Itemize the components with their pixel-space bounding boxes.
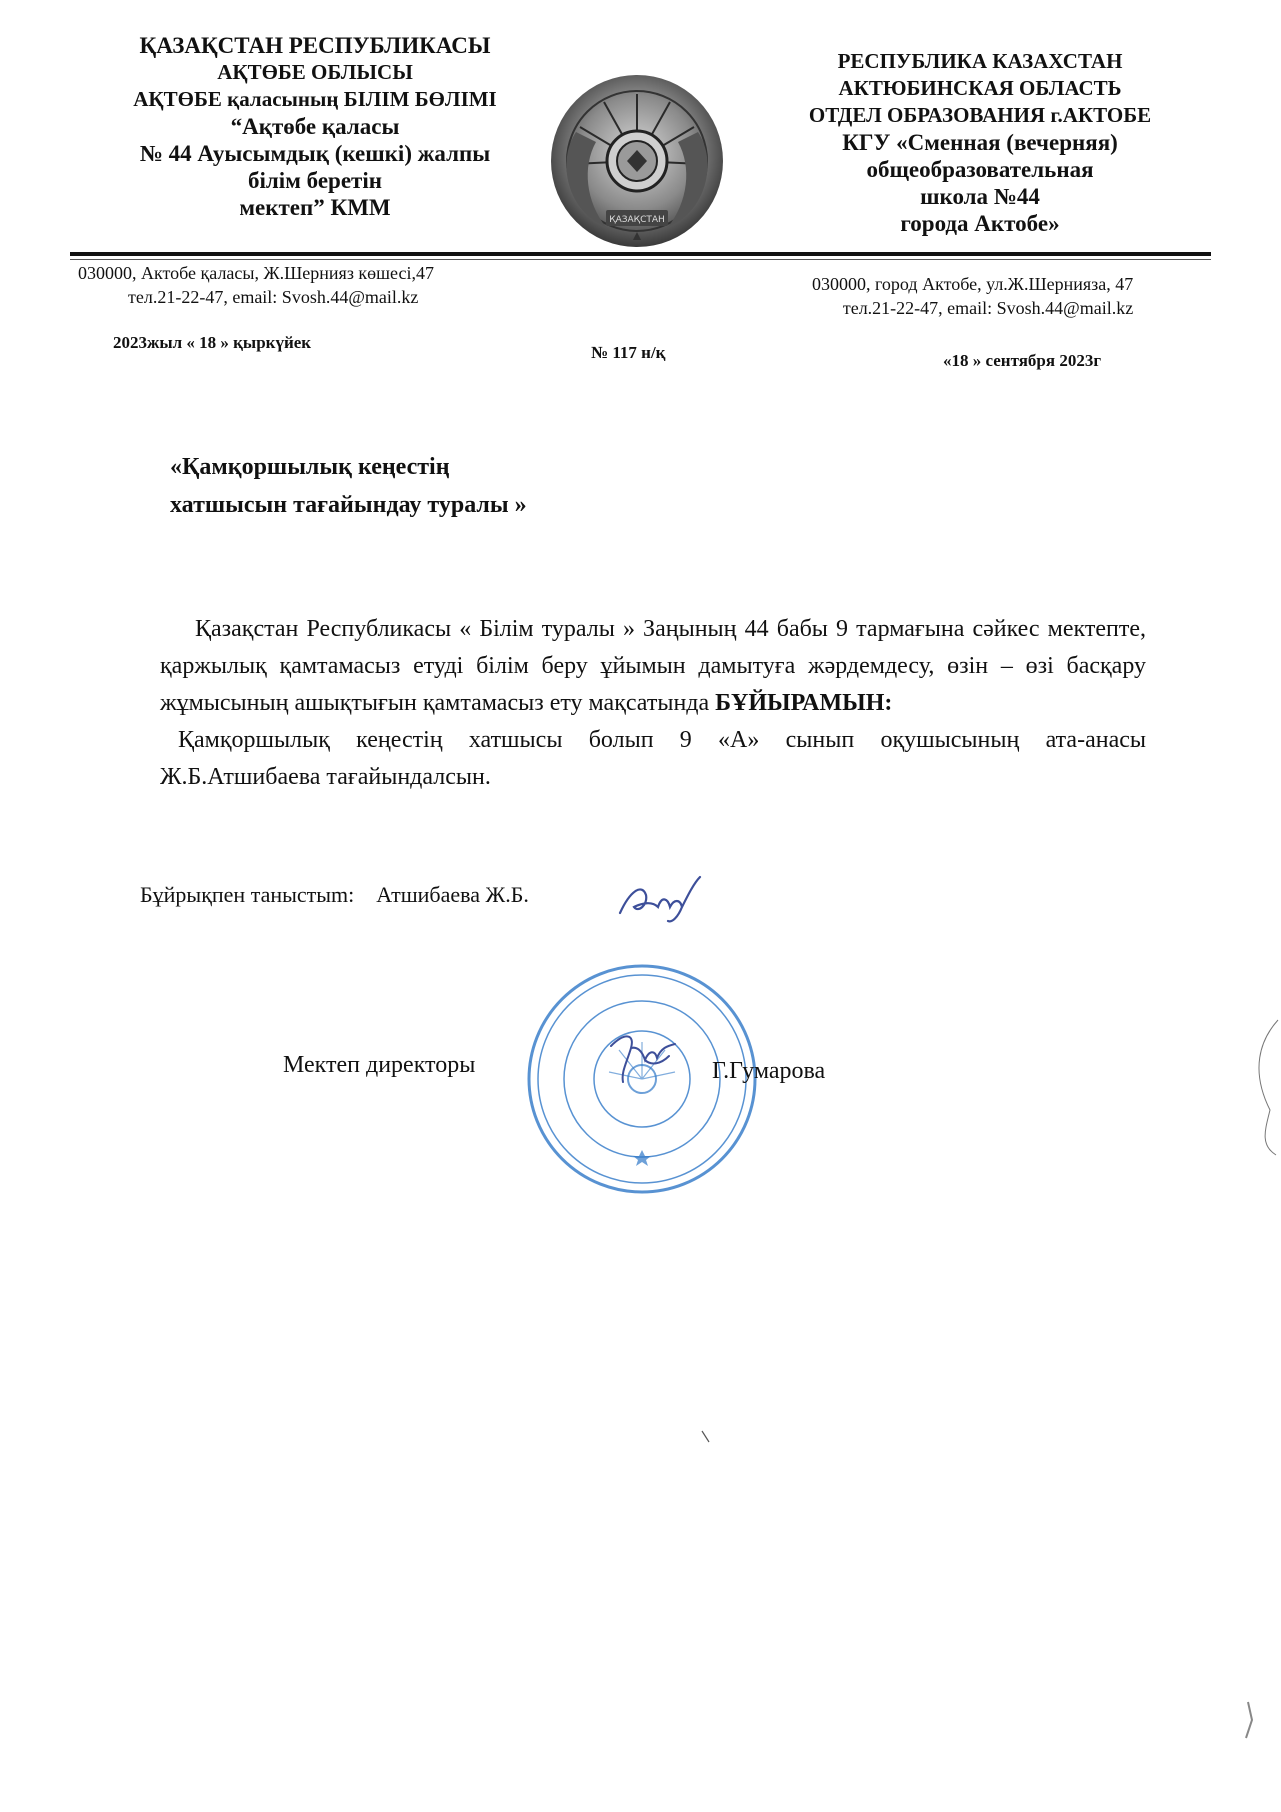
address-kz-line2: тел.21-22-47, email: Svosh.44@mail.kz	[128, 287, 419, 307]
scan-artifact-icon	[1230, 1010, 1280, 1160]
order-command: БҰЙЫРАМЫН:	[715, 690, 893, 716]
header-kz-line1: ҚАЗАҚСТАН РЕСПУБЛИКАСЫ	[139, 33, 491, 58]
header-ru-line5: общеобразовательная	[866, 157, 1094, 182]
date-kz: 2023жыл « 18 » қыркүйек	[113, 333, 312, 352]
header-divider	[70, 252, 1211, 256]
body-paragraph1	[160, 611, 1146, 722]
address-ru-line1: 030000, город Актобе, ул.Ж.Шернияза, 47	[812, 274, 1134, 294]
header-ru-line6: школа №44	[920, 184, 1040, 209]
header-divider-thin	[70, 259, 1211, 260]
state-emblem-icon	[546, 72, 728, 250]
document-body	[160, 611, 1146, 796]
body-paragraph1-text: Қазақстан Республикасы « Білім туралы » Заңының 44 бабы 9 тармағына сәйкес мектепте, қаржылық қамтамасыз етуді білім беру ұйымын дамытуға жәрдемдесу, өзін – өзі басқару жұмысының ашықтығын қамтамасыз ету мақсатында	[160, 616, 1146, 716]
header-kz-line5: № 44 Ауысымдық (кешкі) жалпы	[139, 141, 491, 166]
document-title	[170, 448, 527, 524]
acknowledgment-signature-icon	[612, 873, 712, 925]
acknowledgment-label: Бұйрықпен таныстыm:	[140, 882, 355, 907]
header-ru	[780, 48, 1180, 237]
header-ru-line3: ОТДЕЛ ОБРАЗОВАНИЯ г.АКТОБЕ	[808, 103, 1152, 127]
title-line1: «Қамқоршылық кеңестің	[170, 454, 450, 480]
header-ru-line1: РЕСПУБЛИКА КАЗАХСТАН	[837, 49, 1123, 73]
title-line2: хатшысын тағайындау туралы »	[170, 492, 527, 518]
director-name: Г.Гумарова	[712, 1058, 826, 1084]
body-paragraph2: Қамқоршылық кеңестің хатшысы болып 9 «А» сынып оқушысының ата-анасы Ж.Б.Атшибаева тағайындалсын.	[160, 727, 1146, 790]
header-kz-line6: білім беретін	[248, 168, 382, 193]
scan-edge-icon	[1240, 1700, 1256, 1740]
header-kz-line2: АҚТӨБЕ ОБЛЫСЫ	[217, 60, 413, 84]
address-kz	[78, 261, 434, 309]
header-kz-line4: “Ақтөбе қаласы	[230, 114, 400, 139]
header-kz-line3: АҚТӨБЕ қаласының БІЛІМ БӨЛІМІ	[133, 87, 497, 111]
director-role: Мектеп директоры	[283, 1052, 476, 1078]
scan-speck-icon	[700, 1430, 712, 1444]
acknowledgment	[140, 882, 529, 908]
document-number: № 117 н/қ	[591, 343, 666, 362]
address-ru-line2: тел.21-22-47, email: Svosh.44@mail.kz	[842, 298, 1134, 318]
header-ru-line7: города Актобе»	[900, 211, 1060, 236]
address-ru	[812, 272, 1133, 320]
header-kz	[95, 32, 535, 221]
acknowledgment-name: Атшибаева Ж.Б.	[376, 882, 529, 907]
header-ru-line4: КГУ «Сменная (вечерняя)	[842, 130, 1118, 155]
svg-text:ҚАЗАҚСТАН: ҚАЗАҚСТАН	[609, 215, 665, 225]
address-kz-line1: 030000, Актобе қаласы, Ж.Шернияз көшесі,47	[78, 263, 434, 283]
header-ru-line2: АКТЮБИНСКАЯ ОБЛАСТЬ	[838, 76, 1122, 100]
director-signature-icon	[605, 1026, 680, 1088]
date-ru: «18 » сентября 2023г	[943, 351, 1102, 370]
header-kz-line7: мектеп” КММ	[239, 195, 391, 220]
